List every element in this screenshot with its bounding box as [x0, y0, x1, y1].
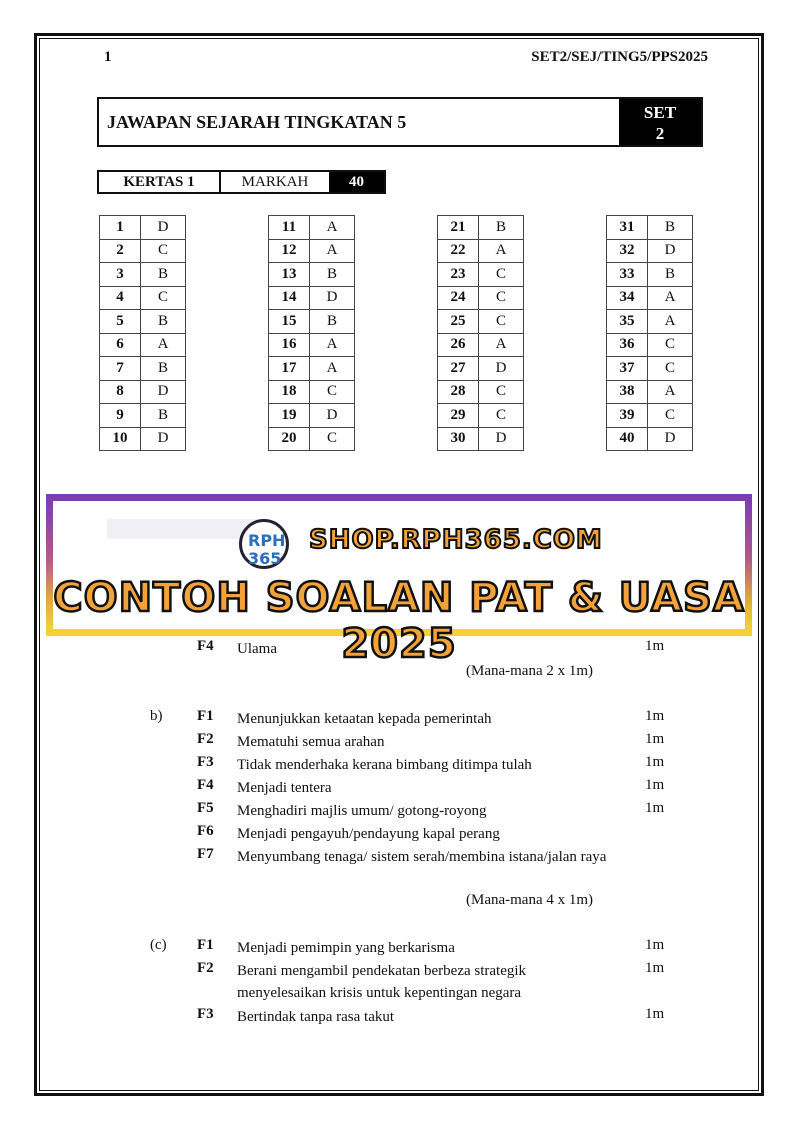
rph365-logo-icon: RPH 365: [239, 519, 289, 569]
question-number: 7: [100, 357, 141, 381]
answer-letter: C: [479, 404, 524, 428]
question-number: 28: [438, 380, 479, 404]
point-mark: 1m: [645, 960, 665, 976]
table-row: [607, 380, 693, 404]
answer-letter: A: [310, 216, 355, 240]
question-number: 15: [269, 310, 310, 334]
question-number: 2: [100, 239, 141, 263]
table-row: [607, 427, 693, 451]
answer-letter: A: [648, 310, 693, 334]
banner-title: CONTOH SOALAN PAT & UASA 2025: [53, 575, 745, 667]
point-code: F4: [197, 638, 214, 654]
table-row: [269, 239, 355, 263]
table-row: [607, 357, 693, 381]
point-code: F1: [197, 708, 214, 724]
table-row: [438, 239, 524, 263]
point-text: Menghadiri majlis umum/ gotong-royong: [237, 803, 487, 819]
table-row: [100, 404, 186, 428]
table-row: [100, 263, 186, 287]
document-code: SET2/SEJ/TING5/PPS2025: [531, 49, 708, 65]
point-code: F5: [197, 800, 214, 816]
answer-letter: C: [479, 380, 524, 404]
question-number: 9: [100, 404, 141, 428]
answer-letter: C: [648, 404, 693, 428]
question-number: 11: [269, 216, 310, 240]
point-text: Menyumbang tenaga/ sistem serah/membina istana/jalan raya: [237, 849, 607, 865]
table-row: [607, 333, 693, 357]
point-text: Mematuhi semua arahan: [237, 734, 385, 750]
point-mark: 1m: [645, 777, 665, 793]
answer-letter: D: [648, 427, 693, 451]
point-mark: 1m: [645, 800, 665, 816]
marking-note: (Mana-mana 2 x 1m): [466, 663, 594, 679]
question-number: 24: [438, 286, 479, 310]
point-text: Ulama: [237, 641, 277, 657]
question-number: 3: [100, 263, 141, 287]
point-mark: 1m: [645, 731, 665, 747]
answer-letter: C: [648, 357, 693, 381]
answer-letter: B: [141, 310, 186, 334]
marking-note: (Mana-mana 4 x 1m): [466, 892, 594, 908]
answer-letter: C: [648, 333, 693, 357]
answer-letter: A: [310, 357, 355, 381]
table-row: [438, 380, 524, 404]
table-row: [607, 263, 693, 287]
title-box: [97, 97, 703, 147]
point-code: F2: [197, 731, 214, 747]
table-row: [438, 263, 524, 287]
point-code: F3: [197, 754, 214, 770]
point-text: Menjadi pengayuh/pendayung kapal perang: [237, 826, 500, 842]
question-number: 32: [607, 239, 648, 263]
answer-letter: A: [310, 333, 355, 357]
set-badge: [619, 99, 701, 145]
question-number: 4: [100, 286, 141, 310]
shop-url: SHOP.RPH365.COM: [309, 525, 603, 555]
question-number: 29: [438, 404, 479, 428]
answer-table-3: [437, 215, 524, 451]
table-row: [100, 239, 186, 263]
answer-letter: C: [479, 310, 524, 334]
question-label: (c): [150, 937, 167, 953]
table-row: [438, 333, 524, 357]
point-code: F4: [197, 777, 214, 793]
table-row: [269, 404, 355, 428]
question-number: 5: [100, 310, 141, 334]
page-number: 1: [104, 49, 112, 65]
table-row: [100, 286, 186, 310]
table-row: [607, 216, 693, 240]
table-row: [269, 286, 355, 310]
page-title: JAWAPAN SEJARAH TINGKATAN 5: [107, 112, 407, 132]
answer-letter: C: [310, 427, 355, 451]
question-number: 23: [438, 263, 479, 287]
point-text: Menjadi tentera: [237, 780, 332, 796]
question-number: 26: [438, 333, 479, 357]
answer-letter: D: [648, 239, 693, 263]
answer-letter: B: [479, 216, 524, 240]
point-text: Berani mengambil pendekatan berbeza strategik menyelesaikan krisis untuk kepentingan negara: [237, 963, 527, 1001]
answer-letter: C: [479, 263, 524, 287]
table-row: [438, 404, 524, 428]
question-number: 16: [269, 333, 310, 357]
question-number: 27: [438, 357, 479, 381]
answer-letter: B: [648, 216, 693, 240]
point-mark: 1m: [645, 754, 665, 770]
table-row: [269, 380, 355, 404]
question-number: 8: [100, 380, 141, 404]
table-row: [100, 357, 186, 381]
answer-letter: C: [479, 286, 524, 310]
table-row: [269, 263, 355, 287]
answer-letter: A: [479, 239, 524, 263]
answer-letter: B: [648, 263, 693, 287]
question-number: 20: [269, 427, 310, 451]
answer-letter: C: [141, 239, 186, 263]
table-row: [269, 427, 355, 451]
point-code: F1: [197, 937, 214, 953]
question-number: 6: [100, 333, 141, 357]
table-row: [607, 310, 693, 334]
point-text: Bertindak tanpa rasa takut: [237, 1009, 395, 1025]
set-label: SET: [643, 103, 677, 122]
answer-letter: A: [310, 239, 355, 263]
question-number: 31: [607, 216, 648, 240]
answer-letter: D: [479, 427, 524, 451]
answer-table-4: [606, 215, 693, 451]
point-mark: 1m: [645, 708, 665, 724]
table-row: [269, 357, 355, 381]
table-row: [607, 286, 693, 310]
table-row: [438, 427, 524, 451]
answer-letter: C: [141, 286, 186, 310]
table-row: [438, 310, 524, 334]
question-number: 25: [438, 310, 479, 334]
answer-letter: B: [310, 263, 355, 287]
question-number: 19: [269, 404, 310, 428]
table-row: [100, 333, 186, 357]
answer-table-1: [99, 215, 186, 451]
question-number: 14: [269, 286, 310, 310]
question-label: b): [150, 708, 163, 724]
table-row: [269, 310, 355, 334]
table-row: [438, 216, 524, 240]
answer-letter: A: [479, 333, 524, 357]
question-number: 38: [607, 380, 648, 404]
point-code: F3: [197, 1006, 214, 1022]
table-row: [100, 216, 186, 240]
answer-letter: D: [310, 286, 355, 310]
question-number: 21: [438, 216, 479, 240]
question-number: 1: [100, 216, 141, 240]
table-row: [438, 286, 524, 310]
question-number: 13: [269, 263, 310, 287]
table-row: [607, 404, 693, 428]
question-number: 30: [438, 427, 479, 451]
answer-table-2: [268, 215, 355, 451]
table-row: [269, 216, 355, 240]
table-row: [100, 427, 186, 451]
set-number: 2: [655, 124, 665, 143]
point-mark: 1m: [645, 937, 665, 953]
point-mark: 1m: [645, 638, 665, 654]
answer-letter: B: [310, 310, 355, 334]
markah-value: 40: [329, 172, 384, 192]
question-number: 37: [607, 357, 648, 381]
question-number: 36: [607, 333, 648, 357]
table-row: [269, 333, 355, 357]
question-number: 40: [607, 427, 648, 451]
question-number: 35: [607, 310, 648, 334]
table-row: [100, 380, 186, 404]
point-mark: 1m: [645, 1006, 665, 1022]
question-number: 12: [269, 239, 310, 263]
point-text: Menunjukkan ketaatan kepada pemerintah: [237, 711, 492, 727]
answer-letter: D: [141, 216, 186, 240]
question-number: 34: [607, 286, 648, 310]
answer-letter: B: [141, 357, 186, 381]
answer-letter: D: [310, 404, 355, 428]
question-number: 39: [607, 404, 648, 428]
kertas-label: KERTAS 1: [99, 172, 221, 192]
question-number: 33: [607, 263, 648, 287]
question-number: 18: [269, 380, 310, 404]
answer-letter: D: [141, 427, 186, 451]
point-code: F2: [197, 960, 214, 976]
table-row: [438, 357, 524, 381]
answer-letter: D: [141, 380, 186, 404]
table-row: [100, 310, 186, 334]
answer-letter: B: [141, 404, 186, 428]
point-text: Menjadi pemimpin yang berkarisma: [237, 940, 455, 956]
answer-letter: A: [648, 286, 693, 310]
table-row: [607, 239, 693, 263]
point-code: F6: [197, 823, 214, 839]
answer-letter: B: [141, 263, 186, 287]
markah-label: MARKAH: [241, 173, 309, 190]
question-number: 22: [438, 239, 479, 263]
question-number: 17: [269, 357, 310, 381]
point-code: F7: [197, 846, 214, 862]
answer-letter: C: [310, 380, 355, 404]
answer-letter: D: [479, 357, 524, 381]
answer-letter: A: [648, 380, 693, 404]
kertas-header: [97, 170, 386, 194]
point-text: Tidak menderhaka kerana bimbang ditimpa tulah: [237, 757, 532, 773]
answer-letter: A: [141, 333, 186, 357]
question-number: 10: [100, 427, 141, 451]
